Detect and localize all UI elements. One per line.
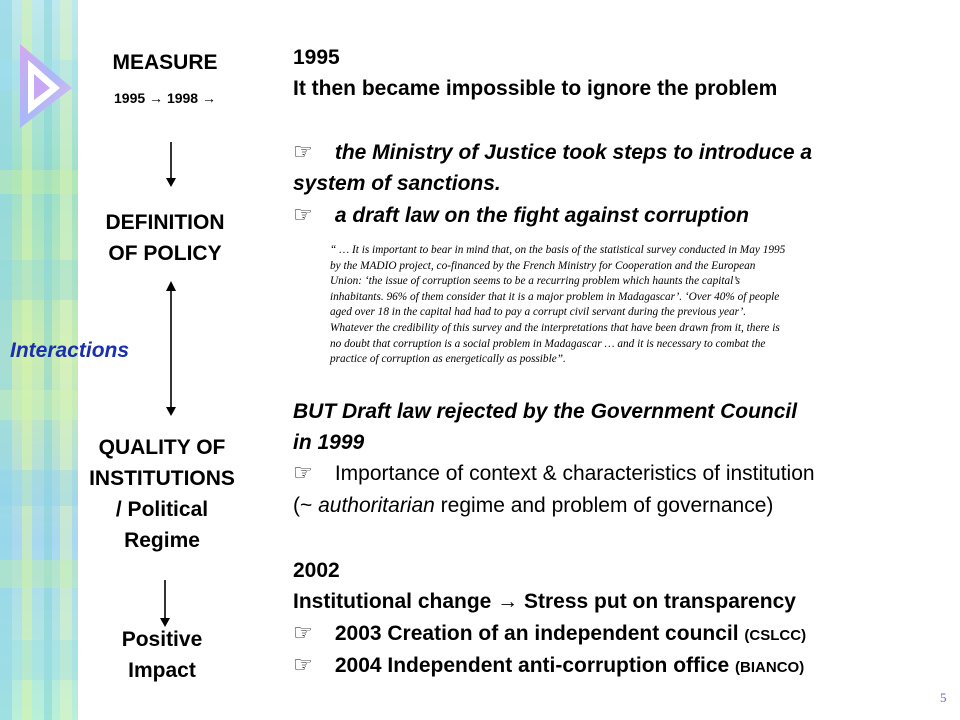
quality-line-1: QUALITY OF [98, 436, 226, 459]
impact-line-1: Positive [121, 628, 203, 651]
page-number: 5 [940, 690, 947, 705]
quality-of-institutions [62, 432, 262, 556]
double-arrow-icon [164, 281, 178, 417]
year-2002: 2002 [293, 559, 340, 582]
definition-line-1: DEFINITION [105, 211, 225, 234]
regime-line [293, 490, 773, 521]
cslcc-text: 2003 Creation of an independent council [329, 622, 745, 645]
draft-law-bullet [293, 200, 749, 231]
definition-line-2: OF POLICY [108, 242, 222, 265]
ministry-line-1: the Ministry of Justice took steps to introduce a [329, 141, 813, 164]
definition-of-policy [82, 207, 248, 269]
bianco-abbr: (BIANCO) [735, 659, 805, 676]
draft-law-text: a draft law on the fight against corruption [329, 204, 750, 227]
positive-impact [82, 624, 242, 686]
importance-text: Importance of context & characteristics of institution [329, 462, 815, 485]
cslcc-bullet [293, 618, 806, 651]
measure-years: 1995 → 1998 → [114, 90, 216, 106]
arrow-down-icon [164, 142, 178, 188]
regime-italic: authoritarian [318, 494, 435, 517]
regime-prefix: (~ [293, 494, 319, 517]
pointing-hand-icon: ☞ [293, 621, 313, 646]
bianco-bullet [293, 650, 804, 683]
quality-line-3: / Political [115, 498, 209, 521]
pointing-hand-icon: ☞ [293, 203, 313, 228]
ministry-bullet [293, 137, 812, 168]
quality-line-2: INSTITUTIONS [89, 467, 235, 490]
measure-heading [85, 47, 245, 78]
draft-rejected-line-1: BUT Draft law rejected by the Government Council [293, 400, 798, 423]
quality-line-4: Regime [124, 529, 200, 552]
ministry-line-2: system of sanctions. [293, 172, 501, 195]
institutional-change: Institutional change → Stress put on transparency [293, 590, 796, 613]
triangle-logo [14, 40, 76, 132]
importance-bullet [293, 458, 815, 489]
regime-suffix: regime and problem of governance) [434, 494, 774, 517]
bianco-text: 2004 Independent anti-corruption office [329, 654, 736, 677]
cslcc-abbr: (CSLCC) [744, 627, 807, 644]
draft-rejected-line-2: in 1999 [293, 431, 365, 454]
arrow-down-icon-2 [158, 580, 172, 628]
pointing-hand-icon: ☞ [293, 653, 313, 678]
pointing-hand-icon: ☞ [293, 461, 313, 486]
interactions-label: Interactions [10, 339, 130, 362]
pointing-hand-icon: ☞ [293, 140, 313, 165]
measure-label: MEASURE [112, 51, 218, 74]
survey-quote: “ … It is important to bear in mind that, on the basis of the statistical survey conducted in May 1995 by the MADIO project, co-financed by the French Ministry for Cooperation and the European Union: ‘the issue of corruption seems to be a recurring problem which haunts the capital’s inhabitants. 96% of them consider that it is a major problem in Madagascar’. ‘Over 40% of people aged over 18 in the capital had had to pay a corrupt civil servant during the previous year’. Whatever the credibility of this survey and the interpretations that have been drawn from it, there is no doubt that corruption is a social problem in Madagascar … and it is necessary to combat the practice of corruption as energetically as possible”. [330, 244, 786, 366]
impact-line-2: Impact [128, 659, 196, 682]
impossible-statement: It then became impossible to ignore the problem [293, 77, 778, 100]
year-1995: 1995 [293, 46, 340, 69]
